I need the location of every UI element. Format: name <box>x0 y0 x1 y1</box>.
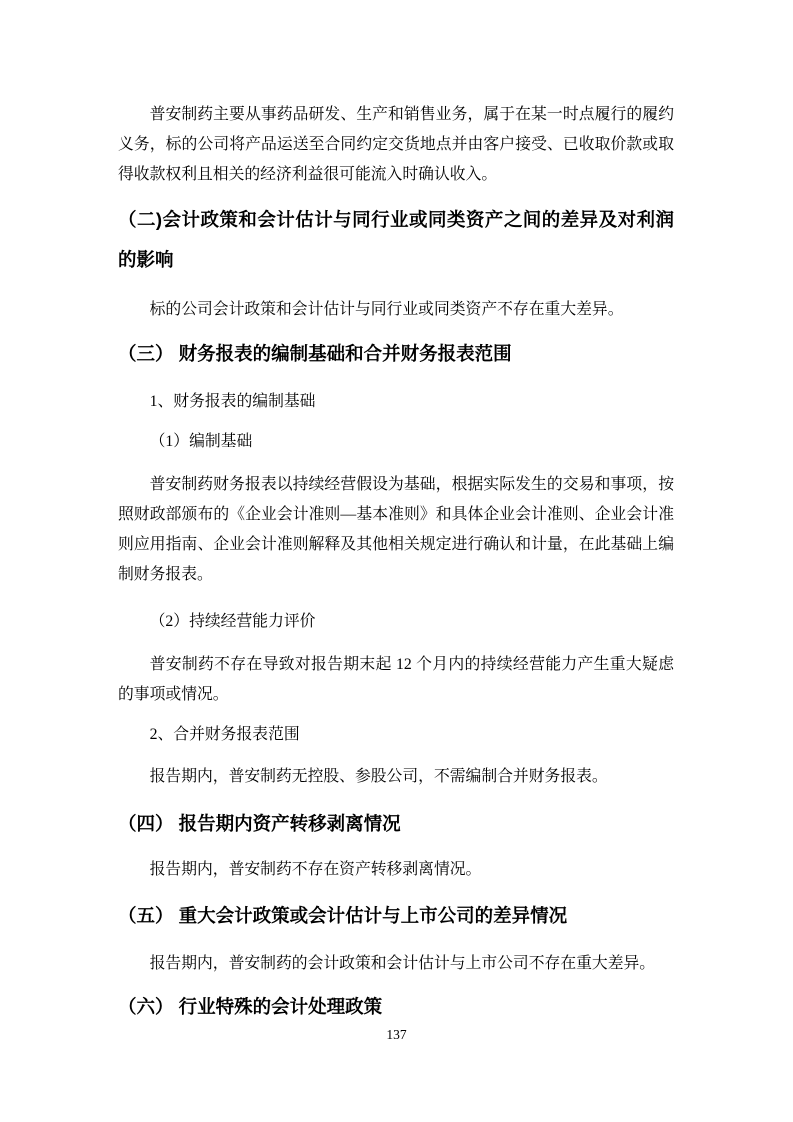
heading-section-4: （四） 报告期内资产转移剥离情况 <box>118 813 401 834</box>
para-section-5-body: 报告期内，普安制药的会计政策和会计估计与上市公司不存在重大差异。 <box>149 955 656 972</box>
para-going-concern: 普安制药不存在导致对报告期末起 12 个月内的持续经营能力产生重大疑虑的事项或情况。 <box>118 656 674 703</box>
heading-section-2: （二)会计政策和会计估计与同行业或同类资产之间的差异及对利润的影响 <box>118 209 674 270</box>
para-section-4-body: 报告期内，普安制药不存在资产转移剥离情况。 <box>149 861 482 878</box>
list-item-3-1: 1、财务报表的编制基础 <box>149 393 316 410</box>
para-section-2-body: 标的公司会计政策和会计估计与同行业或同类资产不存在重大差异。 <box>149 301 624 318</box>
para-preparation-basis: 普安制药财务报表以持续经营假设为基础，根据实际发生的交易和事项，按照财政部颁布的《企业会计准则—基本准则》和具体企业会计准则、企业会计准则应用指南、企业会计准则解释及其他相关规定进行确认和计量，在此基础上编制财务报表。 <box>118 476 674 583</box>
para-revenue-recognition: 普安制药主要从事药品研发、生产和销售业务，属于在某一时点履行的履约义务，标的公司将产品运送至合同约定交货地点并由客户接受、已收取价款或取得收款权利且相关的经济利益很可能流入时确认收入。 <box>118 106 674 183</box>
list-item-3-1-2: （2）持续经营能力评价 <box>149 613 316 630</box>
heading-section-3: （三） 财务报表的编制基础和合并财务报表范围 <box>118 343 512 364</box>
page-number: 137 <box>386 1027 407 1042</box>
list-item-3-1-1: （1）编制基础 <box>149 433 253 450</box>
heading-section-5: （五） 重大会计政策或会计估计与上市公司的差异情况 <box>118 905 568 926</box>
document-body <box>118 100 674 1027</box>
list-item-3-2: 2、合并财务报表范围 <box>149 726 300 743</box>
heading-section-6: （六） 行业特殊的会计处理政策 <box>118 996 383 1017</box>
para-consolidation-scope: 报告期内，普安制药无控股、参股公司，不需编制合并财务报表。 <box>149 768 608 785</box>
